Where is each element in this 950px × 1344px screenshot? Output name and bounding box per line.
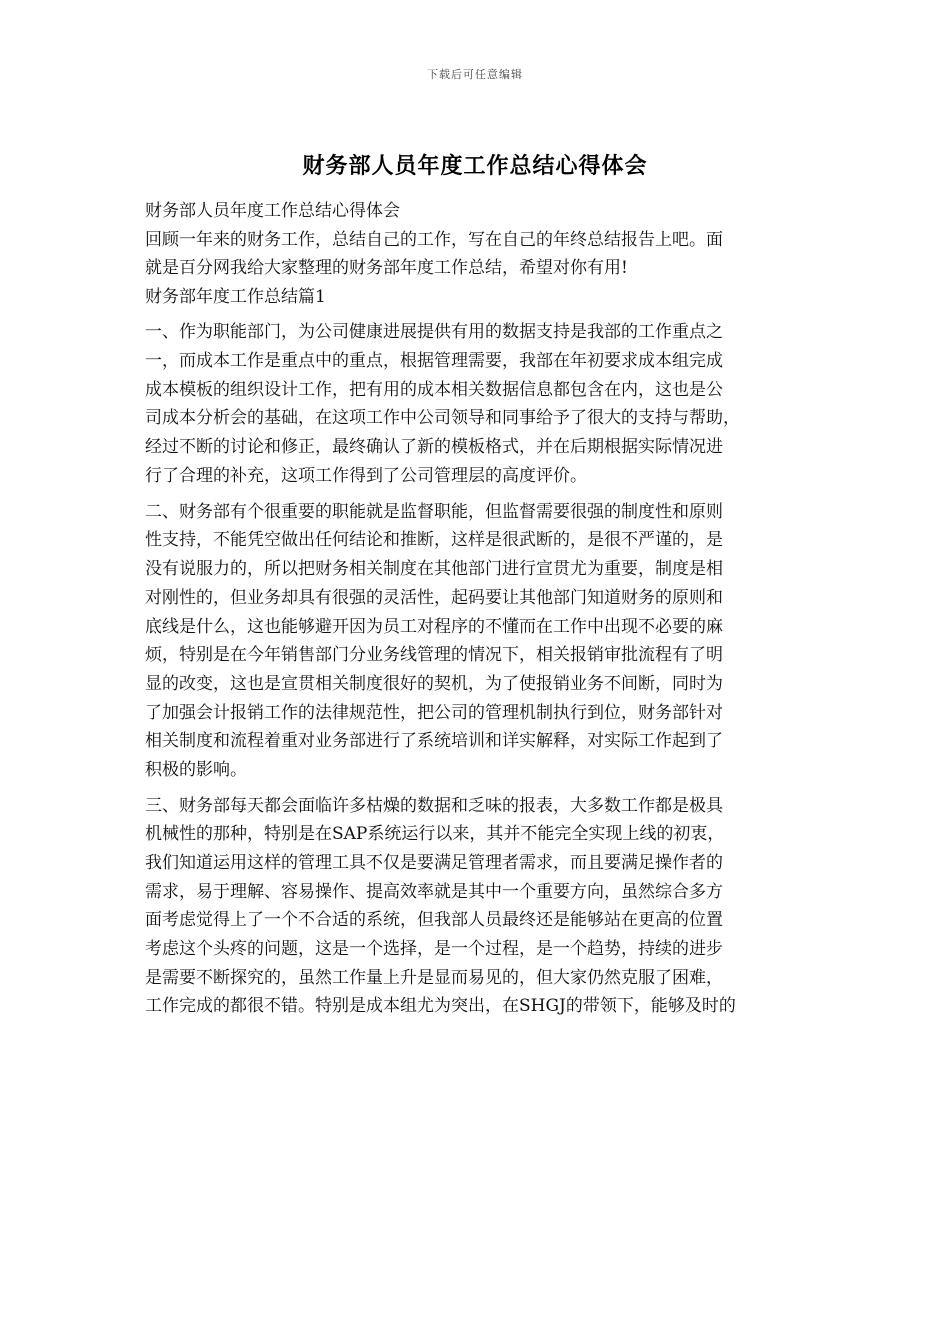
paragraph-line: 工作完成的都很不错。特别是成本组尤为突出，在SHGJ的带领下，能够及时的 bbox=[145, 996, 736, 1017]
paragraph-line: 一，而成本工作是重点中的重点，根据管理需要，我部在年初要求成本组完成 bbox=[145, 350, 723, 371]
document-body bbox=[145, 197, 815, 1021]
paragraph-line: 对刚性的，但业务却具有很强的灵活性，起码要让其他部门知道财务的原则和 bbox=[145, 587, 723, 608]
paragraph-line: 一、作为职能部门，为公司健康进展提供有用的数据支持是我部的工作重点之 bbox=[145, 322, 723, 342]
header-note: 下载后可任意编辑 bbox=[427, 68, 523, 81]
paragraph-line: 性支持，不能凭空做出任何结论和推断，这样是很武断的，是很不严谨的，是 bbox=[145, 530, 723, 551]
paragraph-line: 行了合理的补充，这项工作得到了公司管理层的高度评价。 bbox=[145, 465, 587, 486]
paragraph-line: 底线是什么，这也能够避开因为员工对程序的不懂而在工作中出现不必要的麻 bbox=[145, 616, 723, 637]
paragraph-line: 我们知道运用这样的管理工具不仅是要满足管理者需求，而且要满足操作者的 bbox=[145, 853, 723, 874]
paragraph-line: 考虑这个头疼的问题，这是一个选择，是一个过程，是一个趋势，持续的进步 bbox=[145, 939, 723, 960]
paragraph-line: 了加强会计报销工作的法律规范性，把公司的管理机制执行到位，财务部针对 bbox=[145, 702, 723, 723]
paragraph-2 bbox=[145, 498, 815, 785]
paragraph-line: 二、财务部有个很重要的职能就是监督职能，但监督需要很强的制度性和原则 bbox=[145, 501, 723, 522]
intro-block bbox=[145, 197, 815, 311]
subtitle-line: 财务部人员年度工作总结心得体会 bbox=[145, 201, 400, 221]
document-title: 财务部人员年度工作总结心得体会 bbox=[302, 153, 648, 179]
paragraph-line: 经过不断的讨论和修正，最终确认了新的模板格式，并在后期根据实际情况进 bbox=[145, 437, 723, 458]
paragraph-line: 显的改变，这也是宣贯相关制度很好的契机，为了使报销业务不间断，同时为 bbox=[145, 673, 723, 694]
section-heading: 财务部年度工作总结篇1 bbox=[145, 286, 326, 307]
intro-line: 回顾一年来的财务工作，总结自己的工作，写在自己的年终总结报告上吧。面 bbox=[145, 229, 723, 250]
paragraph-line: 三、财务部每天都会面临许多枯燥的数据和乏味的报表，大多数工作都是极具 bbox=[145, 795, 723, 816]
paragraph-line: 机械性的那种，特别是在SAP系统运行以来，其并不能完全实现上线的初衷， bbox=[145, 824, 725, 845]
paragraph-line: 是需要不断探究的，虽然工作量上升是显而易见的，但大家仍然克服了困难， bbox=[145, 967, 723, 988]
paragraph-line: 司成本分析会的基础，在这项工作中公司领导和同事给予了很大的支持与帮助， bbox=[145, 408, 740, 429]
paragraph-line: 成本模板的组织设计工作，把有用的成本相关数据信息都包含在内，这也是公 bbox=[145, 379, 723, 400]
paragraph-line: 面考虑觉得上了一个不合适的系统，但我部人员最终还是能够站在更高的位置 bbox=[145, 910, 723, 931]
paragraph-line: 没有说服力的，所以把财务相关制度在其他部门进行宣贯尤为重要，制度是相 bbox=[145, 559, 723, 580]
paragraph-line: 相关制度和流程着重对业务部进行了系统培训和详实解释，对实际工作起到了 bbox=[145, 731, 723, 752]
paragraph-1 bbox=[145, 318, 815, 491]
intro-line: 就是百分网我给大家整理的财务部年度工作总结，希望对你有用! bbox=[145, 258, 628, 278]
paragraph-line: 烦，特别是在今年销售部门分业务线管理的情况下，相关报销审批流程有了明 bbox=[145, 645, 723, 666]
paragraph-line: 需求，易于理解、容易操作、提高效率就是其中一个重要方向，虽然综合多方 bbox=[145, 881, 723, 902]
paragraph-3 bbox=[145, 792, 815, 1022]
paragraph-line: 积极的影响。 bbox=[145, 759, 247, 780]
